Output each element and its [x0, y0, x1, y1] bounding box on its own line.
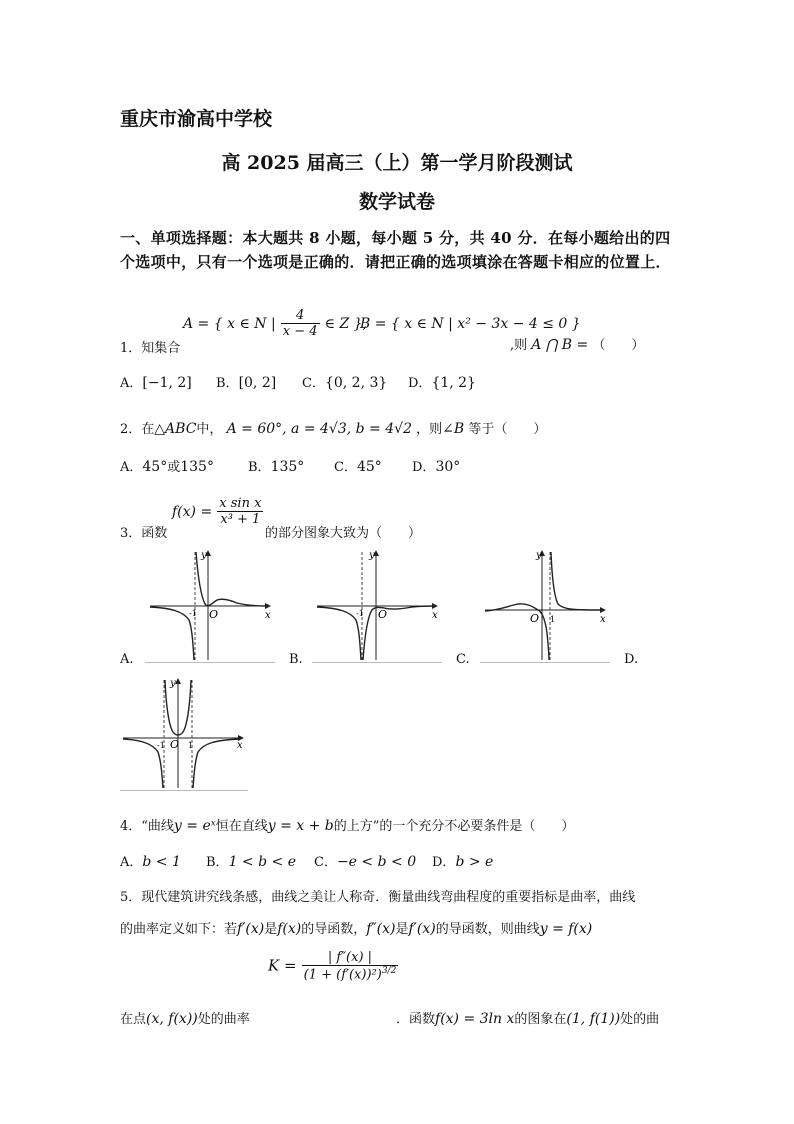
- q1-option-b[interactable]: B．[0, 2]: [216, 375, 277, 391]
- graph-a-y-label: y: [201, 550, 207, 561]
- graph-c-y-label: y: [536, 550, 542, 561]
- q2-option-c[interactable]: C．45°: [334, 459, 382, 475]
- school-name: 重庆市渝高中学校: [120, 108, 273, 130]
- q4-option-d[interactable]: D．b > e: [432, 854, 494, 870]
- q5-line3: 在点(x, f(x))处的曲率: [120, 1011, 250, 1027]
- graph-a-x-label: x: [265, 610, 271, 621]
- graph-a-origin: O: [209, 608, 219, 621]
- q2-option-b[interactable]: B．135°: [248, 459, 305, 475]
- graph-c-origin: O: [530, 612, 540, 625]
- q5-line1: 5．现代建筑讲究线条感，曲线之美让人称奇．衡量曲线弯曲程度的重要指标是曲率，曲线: [120, 890, 636, 905]
- q4-option-a[interactable]: A．b < 1: [120, 854, 181, 870]
- section-instructions: 一、单项选择题：本大题共 8 小题，每小题 5 分，共 40 分．在每小题给出的四个选项中，只有一个选项是正确的．请把正确的选项填涂在答题卡相应的位置上．: [120, 229, 671, 271]
- q3-function: f(x) = $\frac{\text{x sin x}}{\text{x³ + 1}}$: [172, 496, 262, 527]
- q3-option-b[interactable]: B.: [289, 652, 303, 667]
- graph-b-y-label: y: [369, 550, 375, 561]
- q3-graph-c[interactable]: [480, 548, 610, 663]
- q3-graph-d[interactable]: [120, 676, 248, 791]
- q5-line2: 的曲率定义如下：若f′(x)是f(x)的导函数，f″(x)是f′(x)的导函数，则曲线y = f(x): [120, 921, 593, 937]
- q5-line3-right: ．函数f(x) = 3ln x的图象在(1, f(1))处的曲: [396, 1011, 660, 1027]
- graph-d-x-label: x: [237, 740, 243, 751]
- q1-suffix: ,则 A ⋂ B = （ ）: [510, 337, 645, 353]
- graph-d-neg-one: -1: [157, 741, 165, 750]
- q1-option-a[interactable]: A．[−1, 2]: [120, 375, 192, 391]
- graph-d-origin: O: [170, 738, 180, 751]
- q1-fraction: $\frac{4}{x - 4}$: [282, 308, 318, 339]
- graph-b-neg-one: -1: [356, 609, 364, 618]
- graph-c-x-label: x: [600, 614, 606, 625]
- q1-option-d[interactable]: D．{1, 2}: [408, 375, 476, 391]
- graph-c-one: 1: [550, 615, 556, 624]
- q1-set-a: A = { x ∈ N | $\frac{4}{x - 4}$ ∈ Z },: [183, 308, 367, 339]
- q3-option-a[interactable]: A.: [120, 652, 134, 667]
- q3-suffix: 的部分图象大致为（ ）: [265, 526, 422, 541]
- q5-curvature-formula: K = $\frac{| f''(x) |}{(1 + (f'(x))^2)^{3/2}}$: [268, 950, 397, 983]
- q1-option-c[interactable]: C．{0, 2, 3}: [302, 375, 388, 391]
- subject-title: 数学试卷: [358, 191, 435, 213]
- q4-option-c[interactable]: C．−e < b < 0: [314, 854, 417, 870]
- q2-option-a[interactable]: A．45°或135°: [120, 459, 214, 475]
- q4-option-b[interactable]: B．1 < b < e: [206, 854, 296, 870]
- graph-d-y-label: y: [170, 678, 176, 689]
- q3-graph-b[interactable]: [312, 548, 442, 663]
- q3-graph-a[interactable]: [145, 548, 275, 663]
- q3-option-c[interactable]: C.: [456, 652, 470, 667]
- graph-b-origin: O: [378, 608, 388, 621]
- q2-option-d[interactable]: D．30°: [412, 459, 461, 475]
- graph-b-x-label: x: [432, 610, 438, 621]
- q1-prefix: 1．知集合: [120, 341, 181, 356]
- exam-title: 高 2025 届高三（上）第一学月阶段测试: [221, 152, 573, 174]
- q1-set-b: B = { x ∈ N | x² − 3x − 4 ≤ 0 }: [360, 316, 581, 332]
- q3-prefix: 3．函数: [120, 526, 168, 541]
- q3-option-d[interactable]: D.: [624, 652, 639, 667]
- graph-d-one: 1: [188, 741, 194, 750]
- q2-stem: 2．在△ABC中， A = 60°, a = 4√3, b = 4√2 ，则∠B 等于（ ）: [120, 421, 547, 437]
- q4-stem: 4．“曲线y = eˣ恒在直线y = x + b的上方”的一个充分不必要条件是（ ）: [120, 818, 575, 834]
- graph-a-neg-one: -1: [189, 609, 197, 618]
